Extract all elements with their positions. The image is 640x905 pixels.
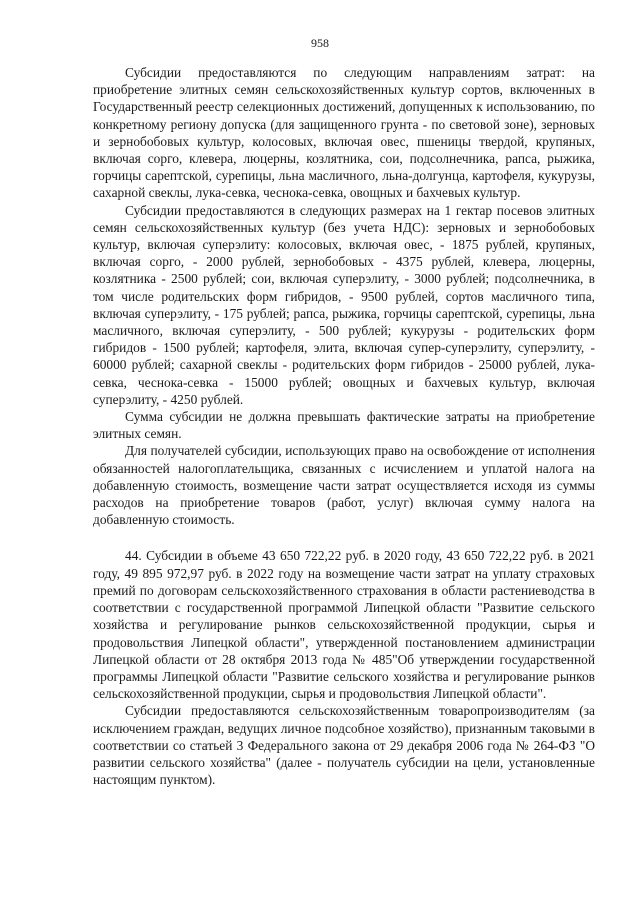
paragraph-item-44: 44. Субсидии в объеме 43 650 722,22 руб. в 2020 году, 43 650 722,22 руб. в 2021 году, 49 895 972,97 руб. в 2022 году на возмещение части затрат на уплату страховых премий по договорам сельскохозяйственного страхования в области растениеводства в соответствии с государственной программой Липецкой области "Развитие сельского хозяйства и регулирование рынков сельскохозяйственной продукции, сырья и продовольствия Липецкой области", утвержденной постановлением администрации Липецкой области от 28 октября 2013 года № 485"Об утверждении государственной программы Липецкой области "Развитие сельского хозяйства и регулирование рынков сельскохозяйственной продукции, сырья и продовольствия Липецкой области". bbox=[93, 548, 595, 702]
document-body bbox=[93, 64, 595, 788]
paragraph-vat-exemption: Для получателей субсидии, использующих право на освобождение от исполнения обязанностей налогоплательщика, связанных с исчислением и уплатой налога на добавленную стоимость, возмещение части затрат осуществляется исходя из суммы расходов на приобретение товаров (работ, услуг) включая сумму налога на добавленную стоимость. bbox=[93, 443, 595, 528]
page-number: 958 bbox=[311, 36, 329, 50]
paragraph-recipients: Субсидии предоставляются сельскохозяйственным товаропроизводителям (за исключением граждан, ведущих личное подсобное хозяйство), признанным таковыми в соответствии со статьей 3 Федерального закона от 29 декабря 2006 года № 264-ФЗ "О развитии сельского хозяйства" (далее - получатель субсидии на цели, установленные настоящим пунктом). bbox=[93, 703, 595, 788]
paragraph-subsidy-rates: Субсидии предоставляются в следующих размерах на 1 гектар посевов элитных семян сельскохозяйственных культур (без учета НДС): зерновых и зернобобовых культур, включая суперэлиту: колосовых, включая овес, - 1875 рублей, крупяных, включая сорго, - 2000 рублей, зернобобовых - 4375 рублей, клевера, люцерны, козлятника - 2500 рублей; сои, включая суперэлиту, - 3000 рублей; подсолнечника, в том числе родительских форм гибридов, - 9500 рублей, сортов масличного типа, включая суперэлиту, - 175 рублей; рапса, рыжика, горчицы сарептской, сурепицы, льна масличного, включая суперэлиту, - 500 рублей; кукурузы - родительских форм гибридов - 1500 рублей; картофеля, элита, включая супер-суперэлиту, суперэлиту, - 60000 рублей; сахарной свеклы - родительских форм гибридов - 25000 рублей, лука-севка, чеснока-севка - 15000 рублей; овощных и бахчевых культур, включая суперэлиту, - 4250 рублей. bbox=[93, 202, 595, 407]
paragraph-subsidy-directions: Субсидии предоставляются по следующим направлениям затрат: на приобретение элитных семян сельскохозяйственных культур сортов, включенных в Государственный реестр селекционных достижений, допущенных к использованию, по конкретному региону допуска (для защищенного грунта - по световой зоне), зерновых и зернобобовых культур, колосовых, включая овес, пшеницы твердой, крупяных, включая сорго, клевера, люцерны, козлятника, сои, подсолнечника, рапса, рыжика, горчицы сарептской, сурепицы, льна масличного, льна-долгунца, картофеля, кукурузы, сахарной свеклы, лука-севка, чеснока-севка, овощных и бахчевых культур. bbox=[93, 65, 595, 201]
paragraph-subsidy-limit: Сумма субсидии не должна превышать фактические затраты на приобретение элитных семян. bbox=[93, 409, 595, 442]
